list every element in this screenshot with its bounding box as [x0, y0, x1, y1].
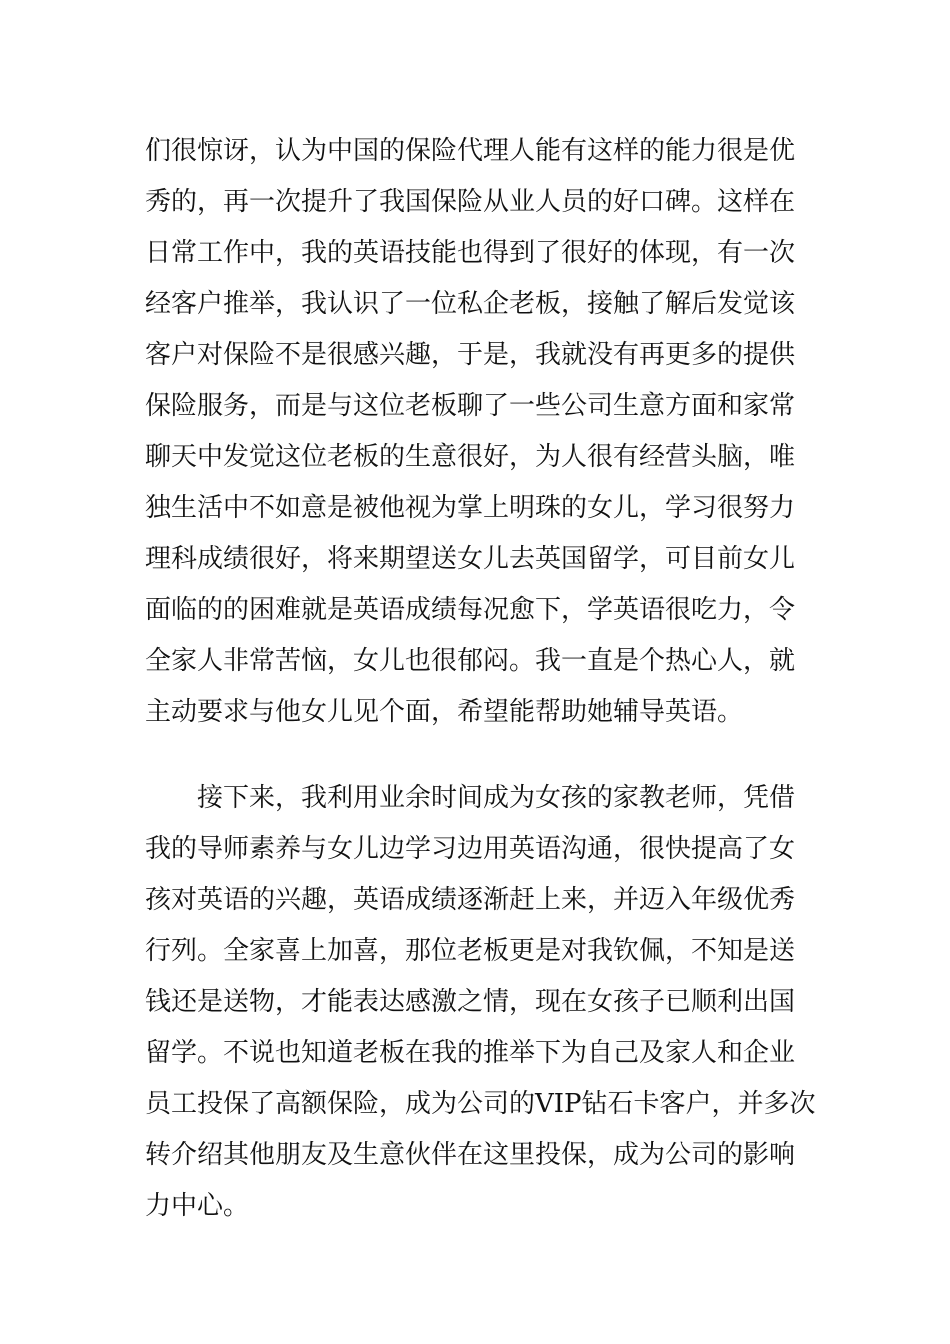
text-line: 孩对英语的兴趣，英语成绩逐渐赶上来，并迈入年级优秀	[145, 885, 796, 915]
text-line: 秀的，再一次提升了我国保险从业人员的好口碑。这样在	[145, 187, 796, 217]
text-line: 行列。全家喜上加喜，那位老板更是对我钦佩，不知是送	[145, 936, 796, 966]
paragraph-continuation	[145, 126, 810, 738]
text-line: 们很惊讶，认为中国的保险代理人能有这样的能力很是优	[145, 136, 796, 166]
text-line: 保险服务，而是与这位老板聊了一些公司生意方面和家常	[145, 391, 796, 421]
text-line: 转介绍其他朋友及生意伙伴在这里投保，成为公司的影响	[145, 1140, 796, 1170]
text-line: 面临的的困难就是英语成绩每况愈下，学英语很吃力，令	[145, 595, 796, 625]
text-line: 经客户推举，我认识了一位私企老板，接触了解后发觉该	[145, 289, 796, 319]
paragraph-next-steps	[145, 773, 816, 1232]
text-line: 钱还是送物，才能表达感激之情，现在女孩子已顺利出国	[145, 987, 796, 1017]
text-line: 员工投保了高额保险，成为公司的VIP钻石卡客户，并多次	[145, 1089, 816, 1119]
text-line: 理科成绩很好，将来期望送女儿去英国留学，可目前女儿	[145, 544, 796, 574]
text-line: 日常工作中，我的英语技能也得到了很好的体现，有一次	[145, 238, 796, 268]
text-line: 我的导师素养与女儿边学习边用英语沟通，很快提高了女	[145, 834, 796, 864]
text-line: 独生活中不如意是被他视为掌上明珠的女儿，学习很努力	[145, 493, 796, 523]
text-line: 全家人非常苦恼，女儿也很郁闷。我一直是个热心人，就	[145, 646, 796, 676]
text-line: 力中心。	[145, 1191, 250, 1221]
text-line: 客户对保险不是很感兴趣，于是，我就没有再更多的提供	[145, 340, 796, 370]
text-line: 聊天中发觉这位老板的生意很好，为人很有经营头脑，唯	[145, 442, 796, 472]
text-line: 留学。不说也知道老板在我的推举下为自己及家人和企业	[145, 1038, 796, 1068]
text-line-indented: 接下来，我利用业余时间成为女孩的家教老师，凭借	[197, 783, 796, 813]
text-line: 主动要求与他女儿见个面，希望能帮助她辅导英语。	[145, 697, 744, 727]
